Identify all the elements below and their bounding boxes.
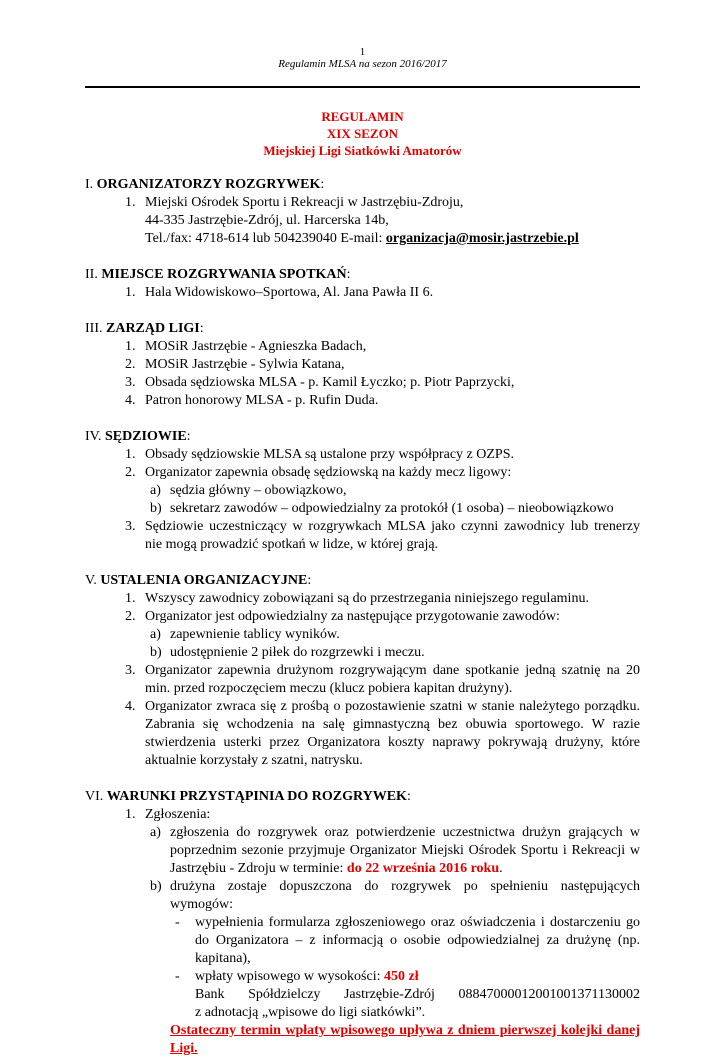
- section-organization: [85, 572, 640, 770]
- deadline-date: do 22 września 2016 roku: [346, 861, 500, 876]
- list-item: 1. Hala Widowiskowo–Sportowa, Al. Jana Pawła II 6.: [125, 285, 434, 300]
- section-heading: III. ZARZĄD LIGI:: [85, 321, 204, 336]
- list-item: 2. MOSiR Jastrzębie - Sylwia Katana,: [125, 357, 345, 372]
- fee-amount: 450 zł: [384, 969, 419, 984]
- page-number: 1: [359, 46, 366, 58]
- section-organizers: [85, 176, 640, 248]
- running-header: Regulamin MLSA na sezon 2016/2017: [278, 58, 447, 70]
- document-body: [85, 176, 640, 1058]
- sub-list-item: a) zapewnienie tablicy wyników.: [150, 627, 340, 642]
- dash-item: - wypełnienia formularza zgłoszeniowego oraz oświadczenia i dostarczeniu go do Organizatora – z informacją o osobie odpowiedzialnej za drużynę (np. kapitana),: [175, 915, 640, 966]
- final-deadline-note: Ostateczny termin wpłaty wpisowego upływa z dniem pierwszej kolejki danej Ligi.: [170, 1023, 640, 1056]
- section-board: [85, 320, 640, 410]
- list-item: 3. Organizator zapewnia drużynom rozgrywającym dane spotkanie jedną szatnię na 20 min. przed rozpoczęciem meczu (klucz pobiera kapitan drużyny).: [125, 663, 640, 696]
- list-item: 2. Organizator zapewnia obsadę sędziowską na każdy mecz ligowy:: [125, 465, 512, 480]
- title-line-1: REGULAMIN: [321, 109, 404, 124]
- list-item: 2. Organizator jest odpowiedzialny za następujące przygotowanie zawodów:: [125, 609, 560, 624]
- sub-list-item: b) sekretarz zawodów – odpowiedzialny za protokół (1 osoba) – nieobowiązkowo: [150, 501, 614, 516]
- section-venue: [85, 266, 640, 302]
- sub-list-item: b) udostępnienie 2 piłek do rozgrzewki i meczu.: [150, 645, 425, 660]
- section-referees: [85, 428, 640, 554]
- sub-list-item: a) sędzia główny – obowiązkowo,: [150, 483, 347, 498]
- list-item: 1. MOSiR Jastrzębie - Agnieszka Badach,: [125, 339, 367, 354]
- bank-account-line: Bank Spółdzielczy Jastrzębie-Zdrój 08847000012001001371130002: [195, 987, 640, 1002]
- address-line: 44-335 Jastrzębie-Zdrój, ul. Harcerska 14b,: [145, 213, 389, 228]
- list-item: 3. Sędziowie uczestniczący w rozgrywkach MLSA jako czynni zawodnicy lub trenerzy nie mogą prowadzić spotkań w lidze, w której grają.: [125, 519, 640, 552]
- list-item: 1. Wszyscy zawodnicy zobowiązani są do przestrzegania niniejszego regulaminu.: [125, 591, 589, 606]
- section-heading: VI. WARUNKI PRZYSTĄPINIA DO ROZGRYWEK:: [85, 789, 411, 804]
- header-rule: [85, 86, 640, 88]
- list-item: 3. Obsada sędziowska MLSA - p. Kamil Łyczko; p. Piotr Paprzycki,: [125, 375, 515, 390]
- document-title: [0, 108, 725, 159]
- section-heading: I. ORGANIZATORZY ROZGRYWEK:: [85, 177, 325, 192]
- email-link[interactable]: organizacja@mosir.jastrzebie.pl: [385, 231, 579, 246]
- section-heading: II. MIEJSCE ROZGRYWANIA SPOTKAŃ:: [85, 267, 351, 282]
- list-item: 1. Zgłoszenia:: [125, 807, 211, 822]
- title-line-3: Miejskiej Ligi Siatkówki Amatorów: [263, 143, 462, 158]
- title-line-2: XIX SEZON: [326, 126, 399, 141]
- contact-line: Tel./fax: 4718-614 lub 504239040 E-mail: organizacja@mosir.jastrzebie.pl: [145, 231, 579, 246]
- section-heading: V. USTALENIA ORGANIZACYJNE:: [85, 573, 312, 588]
- section-heading: IV. SĘDZIOWIE:: [85, 429, 191, 444]
- sub-list-item: a) zgłoszenia do rozgrywek oraz potwierdzenie uczestnictwa drużyn grających w poprzednim sezonie przyjmuje Organizator Miejski Ośrodek Sportu i Rekreacji w Jastrzębiu - Zdroju w terminie: do 22 września 2016 roku.: [150, 825, 640, 876]
- dash-item: - wpłaty wpisowego w wysokości: 450 zł: [175, 969, 419, 984]
- list-item: 4. Patron honorowy MLSA - p. Rufin Duda.: [125, 393, 379, 408]
- bank-note: z adnotacją „wpisowe do ligi siatkówki”.: [195, 1005, 426, 1020]
- list-item: 1. Miejski Ośrodek Sportu i Rekreacji w Jastrzębiu-Zdroju,: [125, 195, 464, 210]
- section-entry-conditions: [85, 788, 640, 1058]
- sub-list-item: b) drużyna zostaje dopuszczona do rozgrywek po spełnieniu następujących wymogów:: [150, 879, 640, 912]
- list-item: 1. Obsady sędziowskie MLSA są ustalone przy współpracy z OZPS.: [125, 447, 515, 462]
- list-item: 4. Organizator zwraca się z prośbą o pozostawienie szatni w stanie należytego porządku. Zabrania się wchodzenia na salę gimnastyczną bez obuwia sportowego. W razie stwierdzenia usterki przez Organizatora koszty naprawy pokrywają drużyny, które aktualnie korzystały z szatni, natrysku.: [125, 699, 640, 768]
